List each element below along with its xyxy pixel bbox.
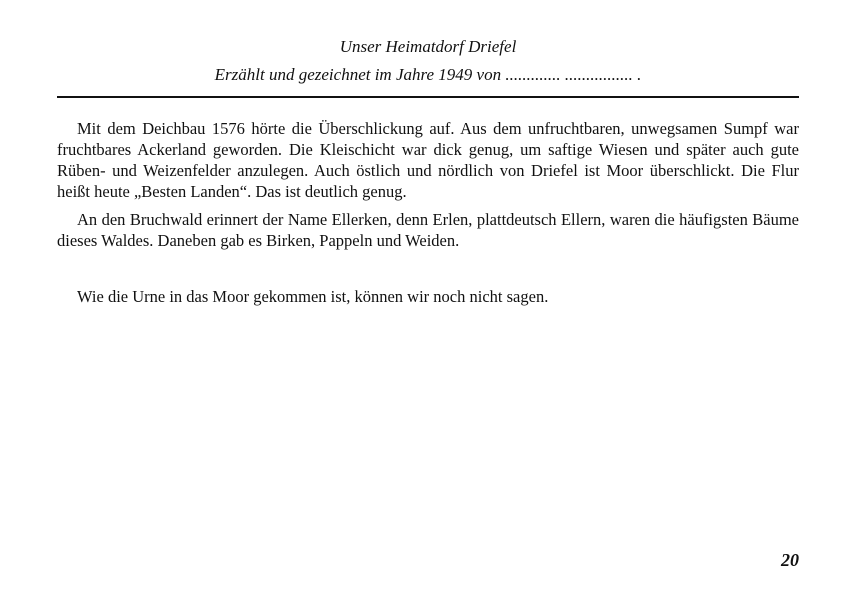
page-subtitle: Erzählt und gezeichnet im Jahre 1949 von ............. ................ . — [214, 65, 642, 84]
header-divider — [57, 96, 799, 98]
paragraph-text: Mit dem Deichbau 1576 hörte die Überschlickung auf. Aus dem unfruchtbaren, unwegsamen Sumpf war fruchtbares Ackerland geworden. Die Kleischicht war dick genug, um saftige Wiesen und später auch gute Rüben- und Weizenfelder anzulegen. Auch östlich und nördlich von Driefel ist Moor überschlickt. Die Flur heißt heute „Besten Landen“. Das ist deutlich genug. — [57, 119, 799, 201]
paragraph-1 — [57, 118, 799, 202]
paragraph-text: An den Bruchwald erinnert der Name Ellerken, denn Erlen, plattdeutsch Ellern, waren die häufigsten Bäume dieses Waldes. Daneben gab es Birken, Pappeln und Weiden. — [57, 210, 799, 250]
paragraph-3 — [57, 286, 799, 307]
paragraph-text: Wie die Urne in das Moor gekommen ist, können wir noch nicht sagen. — [77, 287, 549, 306]
page-title: Unser Heimatdorf Driefel — [339, 37, 517, 56]
page-number: 20 — [781, 550, 799, 570]
paragraph-2 — [57, 209, 799, 251]
